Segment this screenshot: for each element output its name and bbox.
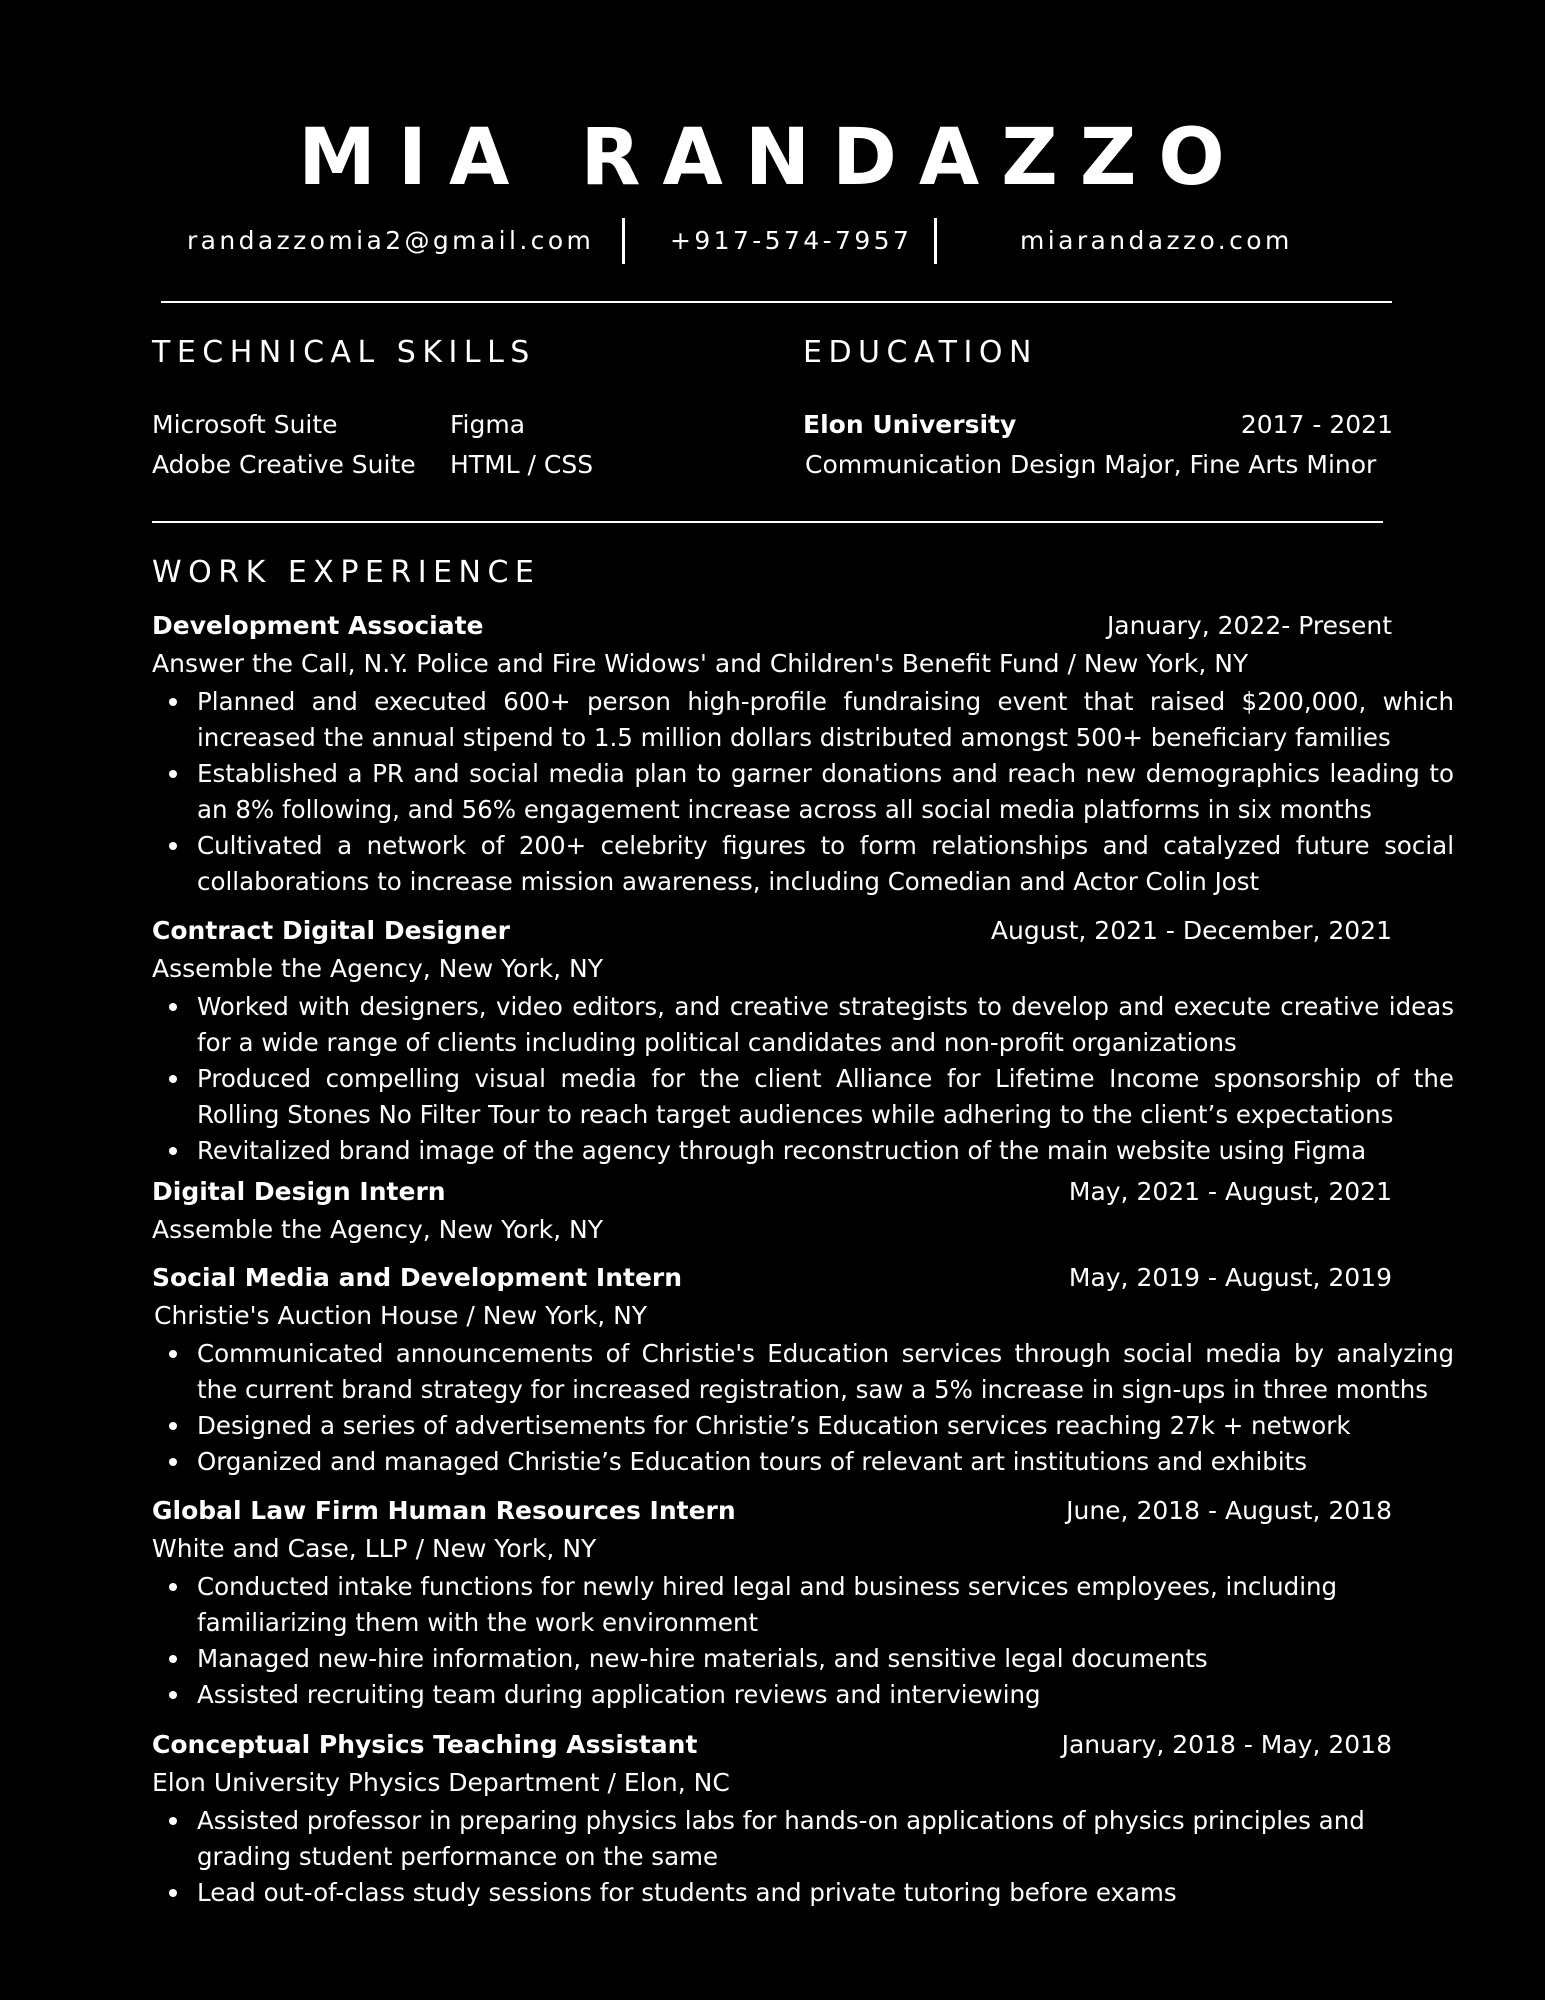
job-bullets [152,1569,1454,1713]
contact-website[interactable]: miarandazzo.com [1020,226,1293,255]
job-bullet: Produced compelling visual media for the client Alliance for Lifetime Income sponsorship of the Rolling Stones No Filter Tour to reach target audiences while adhering to the client’s expectations [197,1061,1454,1133]
job-date: May, 2021 - August, 2021 [1068,1177,1392,1206]
job-bullet: Communicated announcements of Christie's Education services through social media by analyzing the current brand strategy for increased registration, saw a 5% increase in sign-ups in three months [197,1336,1454,1408]
skill-item: Adobe Creative Suite [152,450,416,479]
job-bullet: Lead out-of-class study sessions for students and private tutoring before exams [197,1875,1454,1911]
education-detail: Communication Design Major, Fine Arts Minor [805,450,1377,479]
job-bullet: Assisted professor in preparing physics labs for hands-on applications of physics principles and grading student performance on the same [197,1803,1454,1875]
job-bullets [152,1803,1454,1911]
resume-name: MIA RANDAZZO [298,113,1247,203]
job-organization: Assemble the Agency, New York, NY [152,1215,603,1244]
job-bullet: Planned and executed 600+ person high-profile fundraising event that raised $200,000, which increased the annual stipend to 1.5 million dollars distributed amongst 500+ beneficiary families [197,684,1454,756]
skill-item: HTML / CSS [450,450,594,479]
section-divider [152,521,1383,523]
job-date: May, 2019 - August, 2019 [1068,1263,1392,1292]
job-bullets [152,684,1454,900]
job-date: June, 2018 - August, 2018 [1066,1496,1392,1525]
job-date: January, 2022- Present [1106,611,1392,640]
contact-divider [622,218,625,264]
skills-heading: TECHNICAL SKILLS [152,335,536,370]
contact-phone[interactable]: +917-574-7957 [670,226,913,255]
contact-divider [934,218,937,264]
job-organization: Answer the Call, N.Y. Police and Fire Widows' and Children's Benefit Fund / New York, NY [152,649,1249,678]
job-title: Global Law Firm Human Resources Intern [152,1496,736,1525]
education-heading: EDUCATION [803,335,1038,370]
skill-item: Microsoft Suite [152,410,338,439]
education-school: Elon University [803,410,1017,439]
job-bullet: Assisted recruiting team during application reviews and interviewing [197,1677,1454,1713]
job-bullets [152,989,1454,1169]
job-title: Development Associate [152,611,484,640]
job-date: January, 2018 - May, 2018 [1061,1730,1392,1759]
job-date: August, 2021 - December, 2021 [990,916,1392,945]
job-bullets [152,1336,1454,1480]
job-title: Conceptual Physics Teaching Assistant [152,1730,698,1759]
job-bullet: Designed a series of advertisements for Christie’s Education services reaching 27k + network [197,1408,1454,1444]
work-heading: WORK EXPERIENCE [152,555,541,590]
job-bullet: Worked with designers, video editors, and creative strategists to develop and execute creative ideas for a wide range of clients including political candidates and non-profit organizations [197,989,1454,1061]
job-bullet: Managed new-hire information, new-hire materials, and sensitive legal documents [197,1641,1454,1677]
job-title: Contract Digital Designer [152,916,510,945]
job-organization: Assemble the Agency, New York, NY [152,954,603,983]
contact-email[interactable]: randazzomia2@gmail.com [187,226,595,255]
job-bullet: Conducted intake functions for newly hired legal and business services employees, including familiarizing them with the work environment [197,1569,1454,1641]
job-organization: White and Case, LLP / New York, NY [152,1534,597,1563]
job-bullet: Cultivated a network of 200+ celebrity figures to form relationships and catalyzed future social collaborations to increase mission awareness, including Comedian and Actor Colin Jost [197,828,1454,900]
job-bullet: Revitalized brand image of the agency through reconstruction of the main website using Figma [197,1133,1454,1169]
job-title: Digital Design Intern [152,1177,446,1206]
job-organization: Elon University Physics Department / Elon, NC [152,1768,730,1797]
job-bullet: Established a PR and social media plan to garner donations and reach new demographics leading to an 8% following, and 56% engagement increase across all social media platforms in six months [197,756,1454,828]
skill-item: Figma [450,410,526,439]
job-bullet: Organized and managed Christie’s Education tours of relevant art institutions and exhibits [197,1444,1454,1480]
job-title: Social Media and Development Intern [152,1263,683,1292]
job-organization: Christie's Auction House / New York, NY [154,1301,648,1330]
header-divider [161,301,1392,303]
education-years: 2017 - 2021 [1240,410,1393,439]
